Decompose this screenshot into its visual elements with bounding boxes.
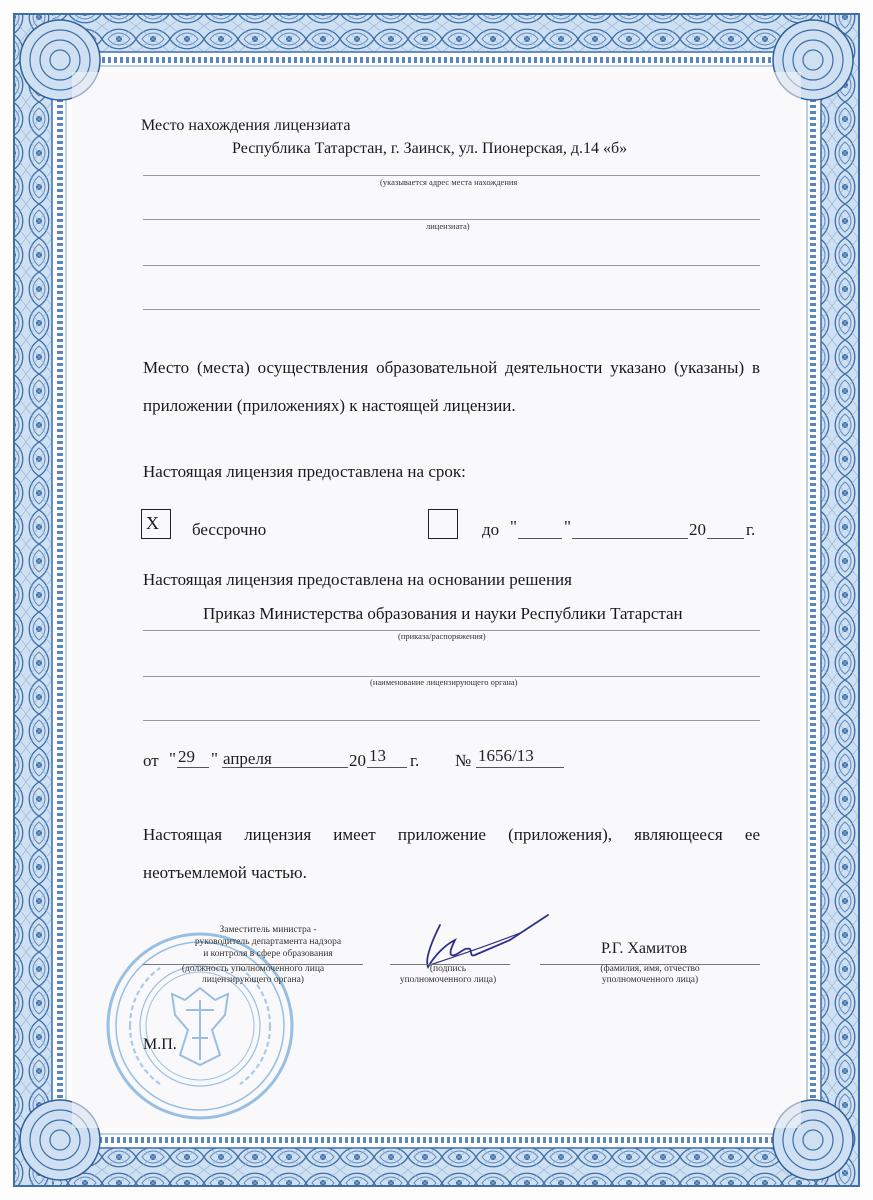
name-note-1: (фамилия, имя, отчество: [600, 964, 700, 974]
unlimited-label: бессрочно: [192, 520, 267, 539]
basis-label: Настоящая лицензия предоставлена на основании решения: [143, 570, 572, 589]
order-from-label: от: [143, 751, 159, 770]
order-month: апреля: [223, 749, 272, 768]
until-year-suffix: г.: [746, 520, 756, 539]
order-quote-close: ": [211, 749, 218, 768]
term-label: Настоящая лицензия предоставлена на срок:: [143, 462, 466, 481]
location-note-1: (указывается адрес места нахождения: [380, 177, 518, 187]
location-line-1: [143, 175, 760, 176]
order-quote-open: ": [169, 749, 176, 768]
position-note-1: (должность уполномоченного лица: [181, 964, 325, 974]
basis-value: Приказ Министерства образования и науки Республики Татарстан: [203, 604, 683, 623]
location-note-2: лицензиата): [426, 221, 470, 231]
order-day-line: [177, 767, 209, 768]
activity-places-text: Место (места) осуществления образовательной деятельности указано (указаны) в приложении (приложениях) к настоящей лицензии.: [143, 358, 760, 415]
basis-note-2: (наименование лицензирующего органа): [370, 677, 518, 687]
until-quote-open: ": [510, 517, 517, 536]
location-label: Место нахождения лицензиата: [141, 117, 351, 134]
seal-label: М.П.: [143, 1036, 177, 1053]
order-year-prefix: 20: [349, 751, 366, 770]
until-day-line: [518, 538, 562, 539]
signatory-name: Р.Г. Хамитов: [601, 940, 688, 957]
position-note-2: лицензирующего органа): [202, 975, 304, 985]
unlimited-checkbox-mark: X: [146, 513, 159, 533]
order-year: 13: [369, 746, 386, 765]
signatory-position-line-3: и контроля в сфере образования: [203, 949, 333, 959]
order-number: 1656/13: [478, 746, 534, 765]
signatory-position-line-1: Заместитель министра -: [219, 925, 317, 935]
name-note-2: уполномоченного лица): [601, 975, 699, 985]
until-year-prefix: 20: [689, 520, 706, 539]
location-value: Республика Татарстан, г. Заинск, ул. Пионерская, д.14 «б»: [232, 140, 628, 157]
until-label: до: [482, 520, 500, 539]
signature-note-2: уполномоченного лица): [399, 975, 497, 985]
location-line-3: [143, 265, 760, 266]
until-month-line: [572, 538, 688, 539]
unlimited-checkbox: [141, 509, 171, 539]
location-line-4: [143, 309, 760, 310]
until-quote-close: ": [564, 517, 571, 536]
order-month-line: [222, 767, 348, 768]
appendix-text: Настоящая лицензия имеет приложение (приложения), являющееся ее неотъемлемой частью.: [143, 825, 760, 882]
until-checkbox: [428, 509, 458, 539]
location-line-2: [143, 219, 760, 220]
order-number-line: [476, 767, 564, 768]
order-day: 29: [178, 747, 195, 766]
order-year-line: [367, 767, 407, 768]
basis-line-3: [143, 720, 760, 721]
signature-note-1: (подпись: [429, 964, 467, 974]
order-year-suffix: г.: [410, 751, 420, 770]
order-number-label: №: [455, 751, 472, 770]
basis-note-1: (приказа/распоряжения): [398, 631, 486, 641]
until-year-line: [707, 538, 744, 539]
signatory-position-line-2: руководитель департамента надзора: [194, 937, 342, 947]
